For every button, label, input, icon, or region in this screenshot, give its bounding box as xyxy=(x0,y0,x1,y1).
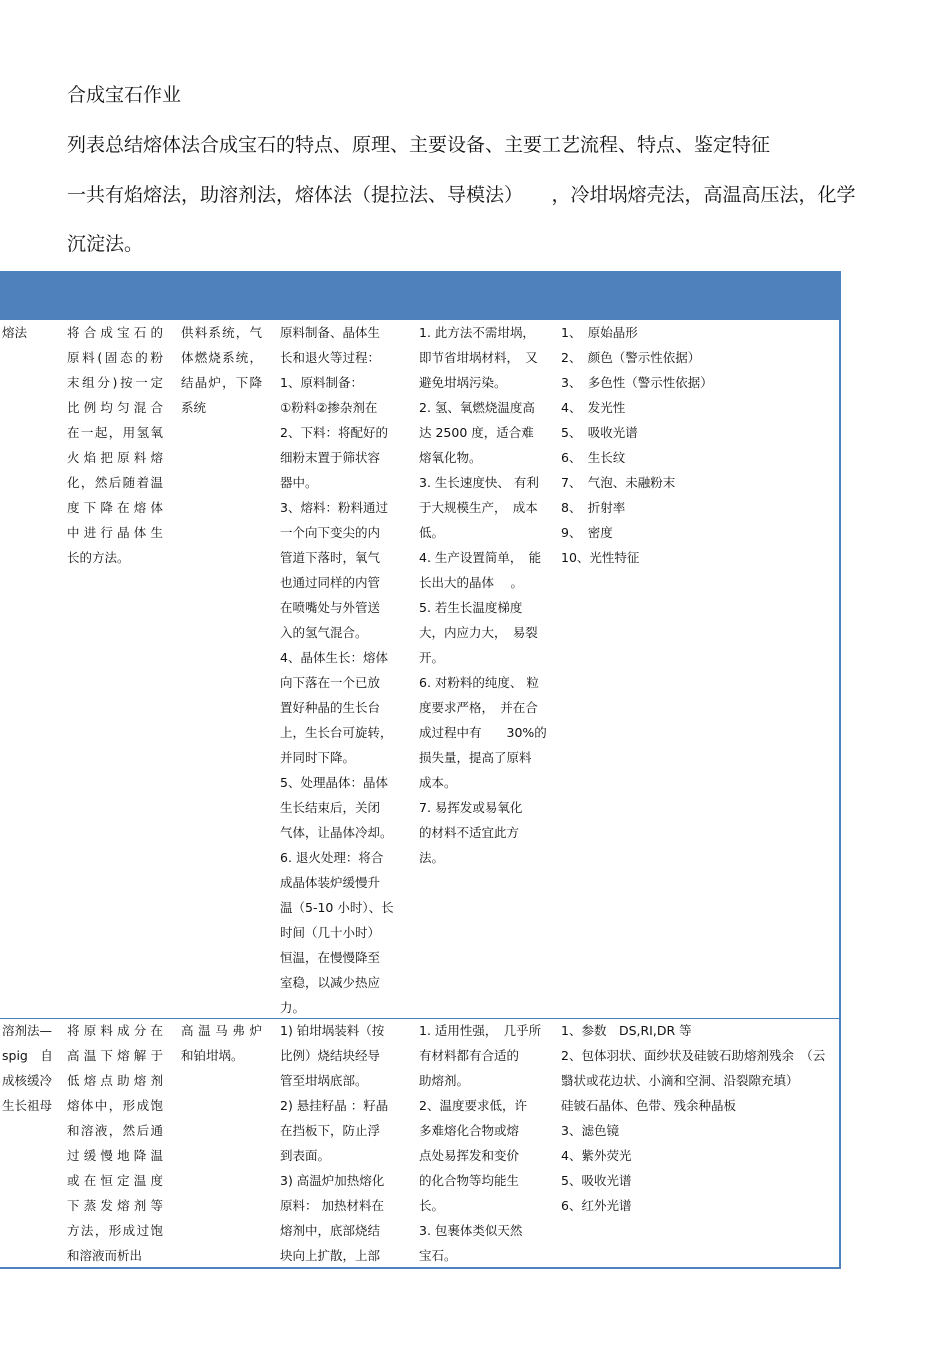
cell-line: 比例均匀混合 xyxy=(67,400,163,415)
cell-line: 2、温度要求低，许 xyxy=(419,1098,527,1113)
cell-line: 多难熔化合物或熔 xyxy=(419,1123,520,1138)
summary-line-2: 沉淀法。 xyxy=(67,233,144,255)
cell-line: 系统 xyxy=(181,400,207,415)
cell-line: 3、 多色性（警示性依据） xyxy=(561,375,713,390)
cell-line: 长的方法。 xyxy=(67,550,130,565)
cell-line: 宝石。 xyxy=(419,1248,457,1263)
cell-line: 入的氢气混合。 xyxy=(280,625,368,640)
cell-line: 开。 xyxy=(419,650,445,665)
cell-line: 管道下落时，氧气 xyxy=(280,550,381,565)
cell-line: 细粉末置于筛状容 xyxy=(280,450,381,465)
row1-equipment-cell xyxy=(181,320,262,420)
cell-line: 器中。 xyxy=(280,475,318,490)
cell-line: 熔法 xyxy=(2,325,28,340)
cell-line: 1、参数 DS,RI,DR 等 xyxy=(561,1023,692,1038)
cell-line: 和溶液而析出 xyxy=(67,1248,143,1263)
cell-line: 翳状或花边状、小滴和空洞、沿裂隙充填） xyxy=(561,1073,799,1088)
cell-line: 中进行晶体生 xyxy=(67,525,163,540)
cell-line: 7、 气泡、未融粉末 xyxy=(561,475,676,490)
cell-line: 块向上扩散，上部 xyxy=(280,1248,381,1263)
cell-line: 温（5-10 小时）、长 xyxy=(280,900,394,915)
cell-line: 过缓慢地降温 xyxy=(67,1148,163,1163)
cell-line: 避免坩埚污染。 xyxy=(419,375,507,390)
cell-line: 成晶体装炉缓慢升 xyxy=(280,875,381,890)
cell-line: 度下降在熔体 xyxy=(67,500,163,515)
row2-principle-cell xyxy=(67,1018,163,1268)
cell-line: 管至坩埚底部。 xyxy=(280,1073,368,1088)
cell-line: 3、熔料：粉料通过 xyxy=(280,500,388,515)
cell-line: 10、光性特征 xyxy=(561,550,640,565)
row2-identification-cell xyxy=(561,1018,836,1218)
assignment-instruction: 列表总结熔体法合成宝石的特点、原理、主要设备、主要工艺流程、特点、鉴定特征 xyxy=(67,134,771,156)
cell-line: 成本。 xyxy=(419,775,457,790)
cell-line: 将合成宝石的 xyxy=(67,325,163,340)
cell-line: 生长祖母 xyxy=(2,1098,53,1113)
cell-line: 9、 密度 xyxy=(561,525,613,540)
cell-line: 末组分)按一定 xyxy=(67,375,163,390)
cell-line: 5、处理晶体：晶体 xyxy=(280,775,388,790)
cell-line: 3) 高温炉加热熔化 xyxy=(280,1173,385,1188)
cell-line: 低熔点助熔剂 xyxy=(67,1073,163,1088)
cell-line: 原料制备、晶体生 xyxy=(280,325,381,340)
cell-line: 置好种晶的生长台 xyxy=(280,700,381,715)
cell-line: 即节省坩埚材料， 又 xyxy=(419,350,538,365)
cell-line: 7. 易挥发或易氧化 xyxy=(419,800,523,815)
cell-line: 在一起，用氢氧 xyxy=(67,425,163,440)
table-header-band xyxy=(0,271,841,319)
row2-method-cell xyxy=(2,1018,53,1118)
row1-features-cell xyxy=(419,320,547,870)
row2-features-cell xyxy=(419,1018,547,1268)
cell-line: 2) 悬挂籽晶 ：籽晶 xyxy=(280,1098,389,1113)
cell-line: 2、包体羽状、面纱状及硅铍石助熔剂残余 （云 xyxy=(561,1048,826,1063)
cell-line: 于大规模生产， 成本 xyxy=(419,500,538,515)
row1-process-cell xyxy=(280,320,405,1020)
cell-line: 供料系统，气 xyxy=(181,325,262,340)
cell-line: 5. 若生长温度梯度 xyxy=(419,600,523,615)
cell-line: 室稳，以减少热应 xyxy=(280,975,381,990)
cell-line: 长出大的晶体 。 xyxy=(419,575,523,590)
cell-line: 8、 折射率 xyxy=(561,500,626,515)
cell-line: 向下落在一个已放 xyxy=(280,675,381,690)
cell-line: 体燃烧系统， xyxy=(181,350,262,365)
cell-line: 3、滤色镜 xyxy=(561,1123,619,1138)
cell-line: 熔体中，形成饱 xyxy=(67,1098,163,1113)
cell-line: 1、原料制备： xyxy=(280,375,363,390)
cell-line: 恒温，在慢慢降至 xyxy=(280,950,381,965)
cell-line: 也通过同样的内管 xyxy=(280,575,381,590)
cell-line: 溶剂法— xyxy=(2,1023,53,1038)
cell-line: 5、 吸收光谱 xyxy=(561,425,638,440)
cell-line: 5、吸收光谱 xyxy=(561,1173,632,1188)
row2-process-cell xyxy=(280,1018,405,1268)
cell-line: 熔氧化物。 xyxy=(419,450,482,465)
cell-line: 在挡板下，防止浮 xyxy=(280,1123,381,1138)
cell-line: 熔剂中，底部烧结 xyxy=(280,1223,381,1238)
cell-line: 比例）烧结块经导 xyxy=(280,1048,381,1063)
cell-line: 力。 xyxy=(280,1000,306,1015)
cell-line: 成过程中有 30%的 xyxy=(419,725,547,740)
cell-line: 点处易挥发和变价 xyxy=(419,1148,520,1163)
cell-line: 助熔剂。 xyxy=(419,1073,470,1088)
cell-line: 损失量，提高了原料 xyxy=(419,750,532,765)
cell-line: 长和退火等过程： xyxy=(280,350,381,365)
cell-line: 1. 适用性强， 几乎所 xyxy=(419,1023,542,1038)
row1-principle-cell xyxy=(67,320,163,570)
cell-line: 方法，形成过饱 xyxy=(67,1223,163,1238)
cell-line: 的化合物等均能生 xyxy=(419,1173,520,1188)
cell-line: 3. 生长速度快、 有利 xyxy=(419,475,539,490)
cell-line: 原料(固态的粉 xyxy=(67,350,163,365)
cell-line: 4、紫外荧光 xyxy=(561,1148,632,1163)
cell-line: ①粉料②掺杂剂在 xyxy=(280,400,378,415)
cell-line: 结晶炉，下降 xyxy=(181,375,262,390)
cell-line: 2、 颜色（警示性依据） xyxy=(561,350,701,365)
cell-line: 1) 铂坩埚装料（按 xyxy=(280,1023,385,1038)
cell-line: 6、 生长纹 xyxy=(561,450,626,465)
cell-line: 度要求严格， 并在合 xyxy=(419,700,538,715)
cell-line: 低。 xyxy=(419,525,445,540)
cell-line: 或在恒定温度 xyxy=(67,1173,163,1188)
cell-line: 法。 xyxy=(419,850,445,865)
cell-line: 和铂坩埚。 xyxy=(181,1048,244,1063)
cell-line: 到表面。 xyxy=(280,1148,331,1163)
cell-line: 并同时下降。 xyxy=(280,750,356,765)
cell-line: 6、红外光谱 xyxy=(561,1198,632,1213)
cell-line: 大，内应力大， 易裂 xyxy=(419,625,538,640)
cell-line: spig 自 xyxy=(2,1048,53,1063)
cell-line: 上，生长台可旋转， xyxy=(280,725,393,740)
summary-line-1: 一共有焰熔法，助溶剂法，熔体法（提拉法、导模法） ，冷坩埚熔壳法，高温高压法，化学 xyxy=(67,184,856,206)
row2-equipment-cell xyxy=(181,1018,262,1068)
row1-method-cell xyxy=(2,320,57,345)
cell-line: 1、 原始晶形 xyxy=(561,325,638,340)
cell-line: 6. 对粉料的纯度、 粒 xyxy=(419,675,539,690)
cell-line: 在喷嘴处与外管送 xyxy=(280,600,381,615)
document-title: 合成宝石作业 xyxy=(67,84,182,106)
cell-line: 2、下料：将配好的 xyxy=(280,425,388,440)
cell-line: 硅铍石晶体、色带、残余种晶板 xyxy=(561,1098,737,1113)
cell-line: 高温马弗炉 xyxy=(181,1023,262,1038)
cell-line: 时间（几十小时） xyxy=(280,925,381,940)
cell-line: 下蒸发熔剂等 xyxy=(67,1198,163,1213)
cell-line: 2. 氢、氧燃烧温度高 xyxy=(419,400,535,415)
cell-line: 成核缓冷 xyxy=(2,1073,53,1088)
cell-line: 一个向下变尖的内 xyxy=(280,525,381,540)
cell-line: 和溶液，然后通 xyxy=(67,1123,163,1138)
cell-line: 长。 xyxy=(419,1198,445,1213)
cell-line: 4、 发光性 xyxy=(561,400,626,415)
cell-line: 化，然后随着温 xyxy=(67,475,163,490)
cell-line: 6. 退火处理：将合 xyxy=(280,850,384,865)
cell-line: 生长结束后，关闭 xyxy=(280,800,381,815)
cell-line: 4. 生产设置简单， 能 xyxy=(419,550,542,565)
cell-line: 的材料不适宜此方 xyxy=(419,825,520,840)
cell-line: 3. 包裹体类似天然 xyxy=(419,1223,523,1238)
cell-line: 1. 此方法不需坩埚， xyxy=(419,325,535,340)
cell-line: 4、晶体生长：熔体 xyxy=(280,650,388,665)
cell-line: 将原料成分在 xyxy=(67,1023,163,1038)
methods-table xyxy=(0,271,841,1269)
cell-line: 原料： 加热材料在 xyxy=(280,1198,384,1213)
cell-line: 有材料都有合适的 xyxy=(419,1048,520,1063)
cell-line: 火焰把原料熔 xyxy=(67,450,163,465)
cell-line: 达 2500 度，适合难 xyxy=(419,425,534,440)
row1-identification-cell xyxy=(561,320,836,570)
cell-line: 气体，让晶体冷却。 xyxy=(280,825,393,840)
cell-line: 高温下熔解于 xyxy=(67,1048,163,1063)
